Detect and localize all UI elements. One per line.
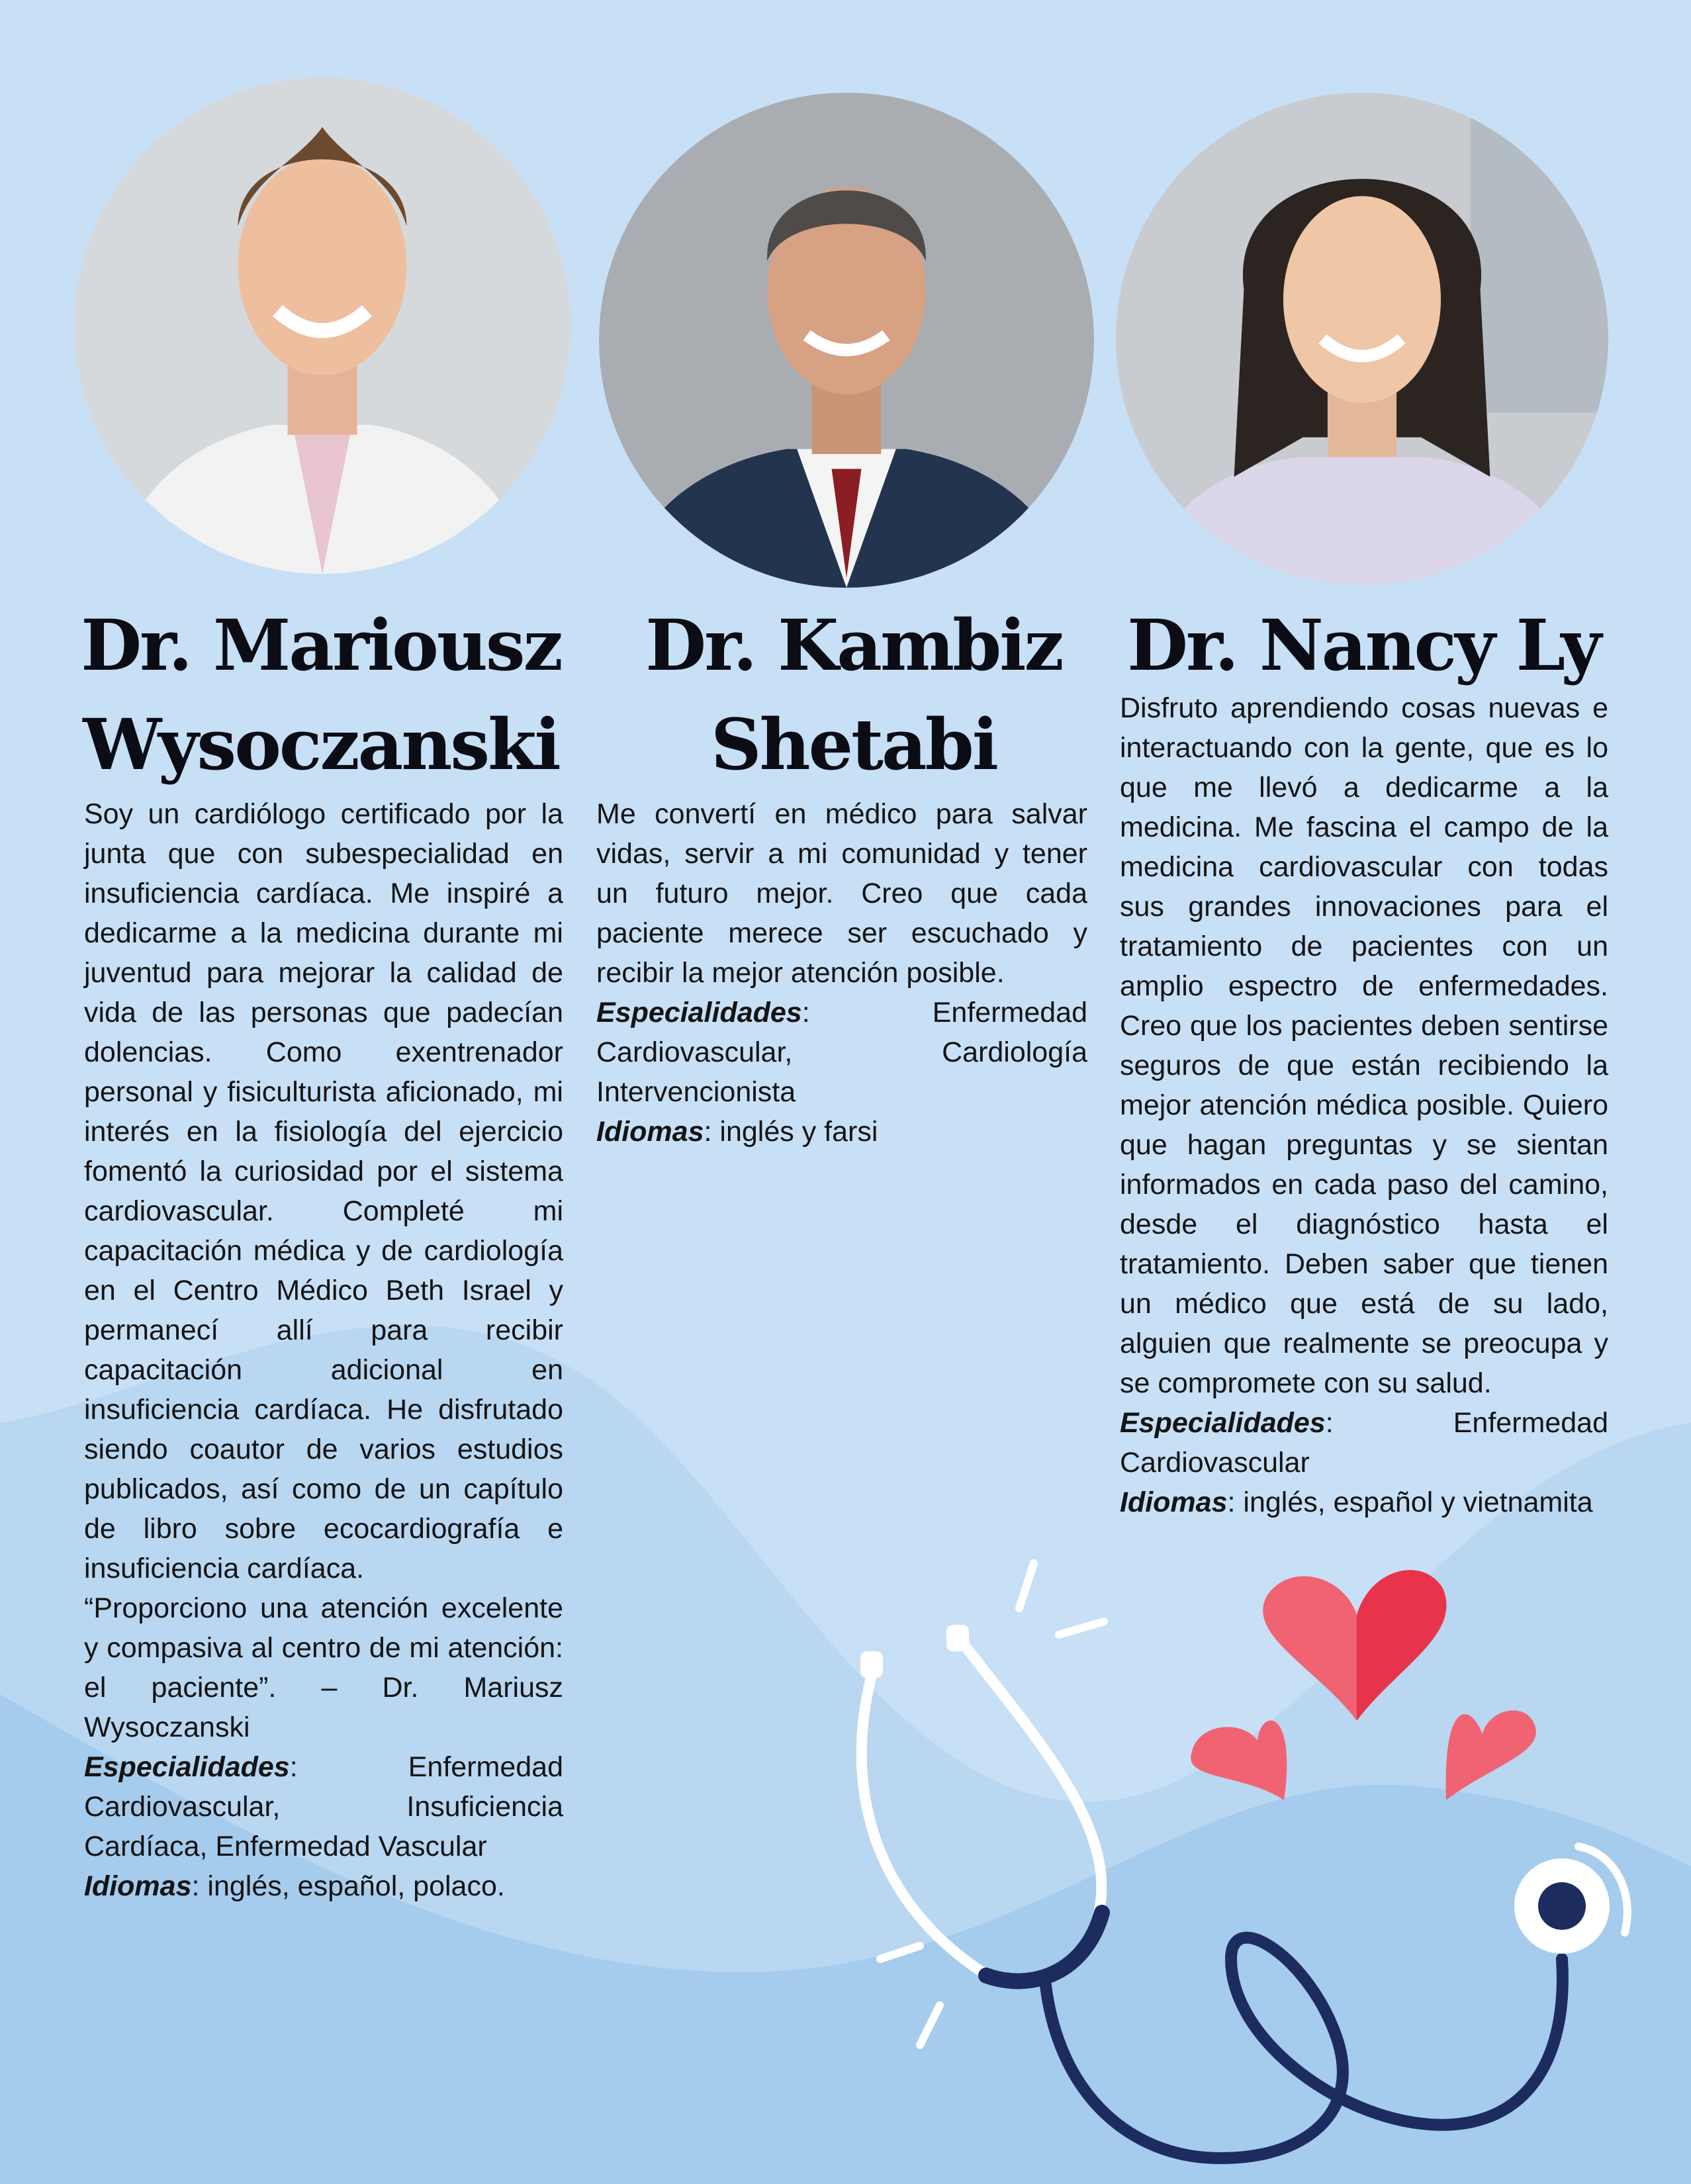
doctor-bio-ly <box>1120 688 1608 1522</box>
specialties-value: Enfermedad Cardiovascular, Insuficiencia Cardíaca, Enfermedad Vascular <box>84 1751 563 1862</box>
bio-text: Disfruto aprendiendo cosas nuevas e interactuando con la gente, que es lo que me llevó a dedicarme a la medicina. Me fascina el campo de la medicina cardiovascular con todas sus grandes innovaciones para el tratamiento de pacientes con un amplio espectro de enfermedades. Creo que los pacientes deben sentirse seguros de que están recibiendo la mejor atención médica posible. Quiero que hagan preguntas y se sientan informados en cada paso del camino, desde el diagnóstico hasta el tratamiento. Deben saber que tienen un médico que está de su lado, alguien que realmente se preocupa y se compromete con su salud. <box>1120 692 1608 1399</box>
bio-text: Soy un cardiólogo certificado por la junta que con subespecialidad en insuficiencia cardíaca. Me inspiré a dedicarme a la medicina durante mi juventud para mejorar la calidad de vida de las personas que padecían dolencias. Como exentrenador personal y fisiculturista aficionado, mi interés en la fisiología del ejercicio fomentó la curiosidad por el sistema cardiovascular. Completé mi capacitación médica y de cardiología en el Centro Médico Beth Israel y permanecí allí para recibir capacitación adicional en insuficiencia cardíaca. He disfrutado siendo coautor de varios estudios publicados, así como de un capítulo de libro sobre ecocardiografía e insuficiencia cardíaca. <box>84 798 563 1584</box>
languages-value: inglés, español, polaco. <box>207 1870 505 1902</box>
doctor-photo-shetabi <box>599 93 1094 588</box>
specialties-label: Especialidades <box>596 997 802 1028</box>
languages-label: Idiomas <box>596 1116 704 1148</box>
languages-row: Idiomas: inglés, español, polaco. <box>84 1870 505 1902</box>
languages-label: Idiomas <box>1120 1486 1228 1518</box>
bio-text: Me convertí en médico para salvar vidas, servir a mi comunidad y tener un futuro mejor. Creo que cada paciente merece ser escuchado y recibir la mejor atención posible. <box>596 798 1087 989</box>
languages-value: inglés, español y vietnamita <box>1243 1486 1593 1518</box>
languages-label: Idiomas <box>84 1870 192 1902</box>
languages-row: Idiomas: inglés y farsi <box>596 1116 878 1148</box>
doctor-photo-wysoczanski <box>74 77 571 574</box>
specialties-row: Especialidades: Enfermedad Cardiovascular, Insuficiencia Cardíaca, Enfermedad Vascular <box>84 1751 563 1862</box>
quote-text: “Proporciono una atención excelente y compasiva al centro de mi atención: el paciente”. – Dr. Mariusz Wysoczanski <box>84 1592 563 1743</box>
specialties-value: Enfermedad Cardiovascular <box>1120 1407 1608 1479</box>
specialties-row: Especialidades: Enfermedad Cardiovascular, Cardiología Intervencionista <box>596 997 1087 1108</box>
doctor-name-wysoczanski <box>53 596 589 794</box>
specialties-row: Especialidades: Enfermedad Cardiovascular <box>1120 1407 1608 1479</box>
languages-row: Idiomas: inglés, español y vietnamita <box>1120 1486 1593 1518</box>
doctor-name-shetabi <box>576 596 1132 794</box>
specialties-label: Especialidades <box>1120 1407 1326 1439</box>
name-line-1: Dr. Kambiz <box>645 604 1062 686</box>
doctor-bio-shetabi <box>596 794 1087 1152</box>
doctor-photo-ly <box>1116 93 1608 585</box>
name-line-1: Dr. Mariousz <box>81 604 561 686</box>
specialties-label: Especialidades <box>84 1751 290 1783</box>
specialties-value: Enfermedad Cardiovascular, Cardiología Intervencionista <box>596 997 1087 1108</box>
languages-value: inglés y farsi <box>719 1116 878 1148</box>
name-line-2: Shetabi <box>710 703 997 786</box>
name-line-1: Dr. Nancy Ly <box>1127 604 1600 686</box>
name-line-2: Wysoczanski <box>83 703 559 786</box>
doctor-bio-wysoczanski <box>84 794 563 1906</box>
doctor-name-ly <box>1099 596 1628 695</box>
